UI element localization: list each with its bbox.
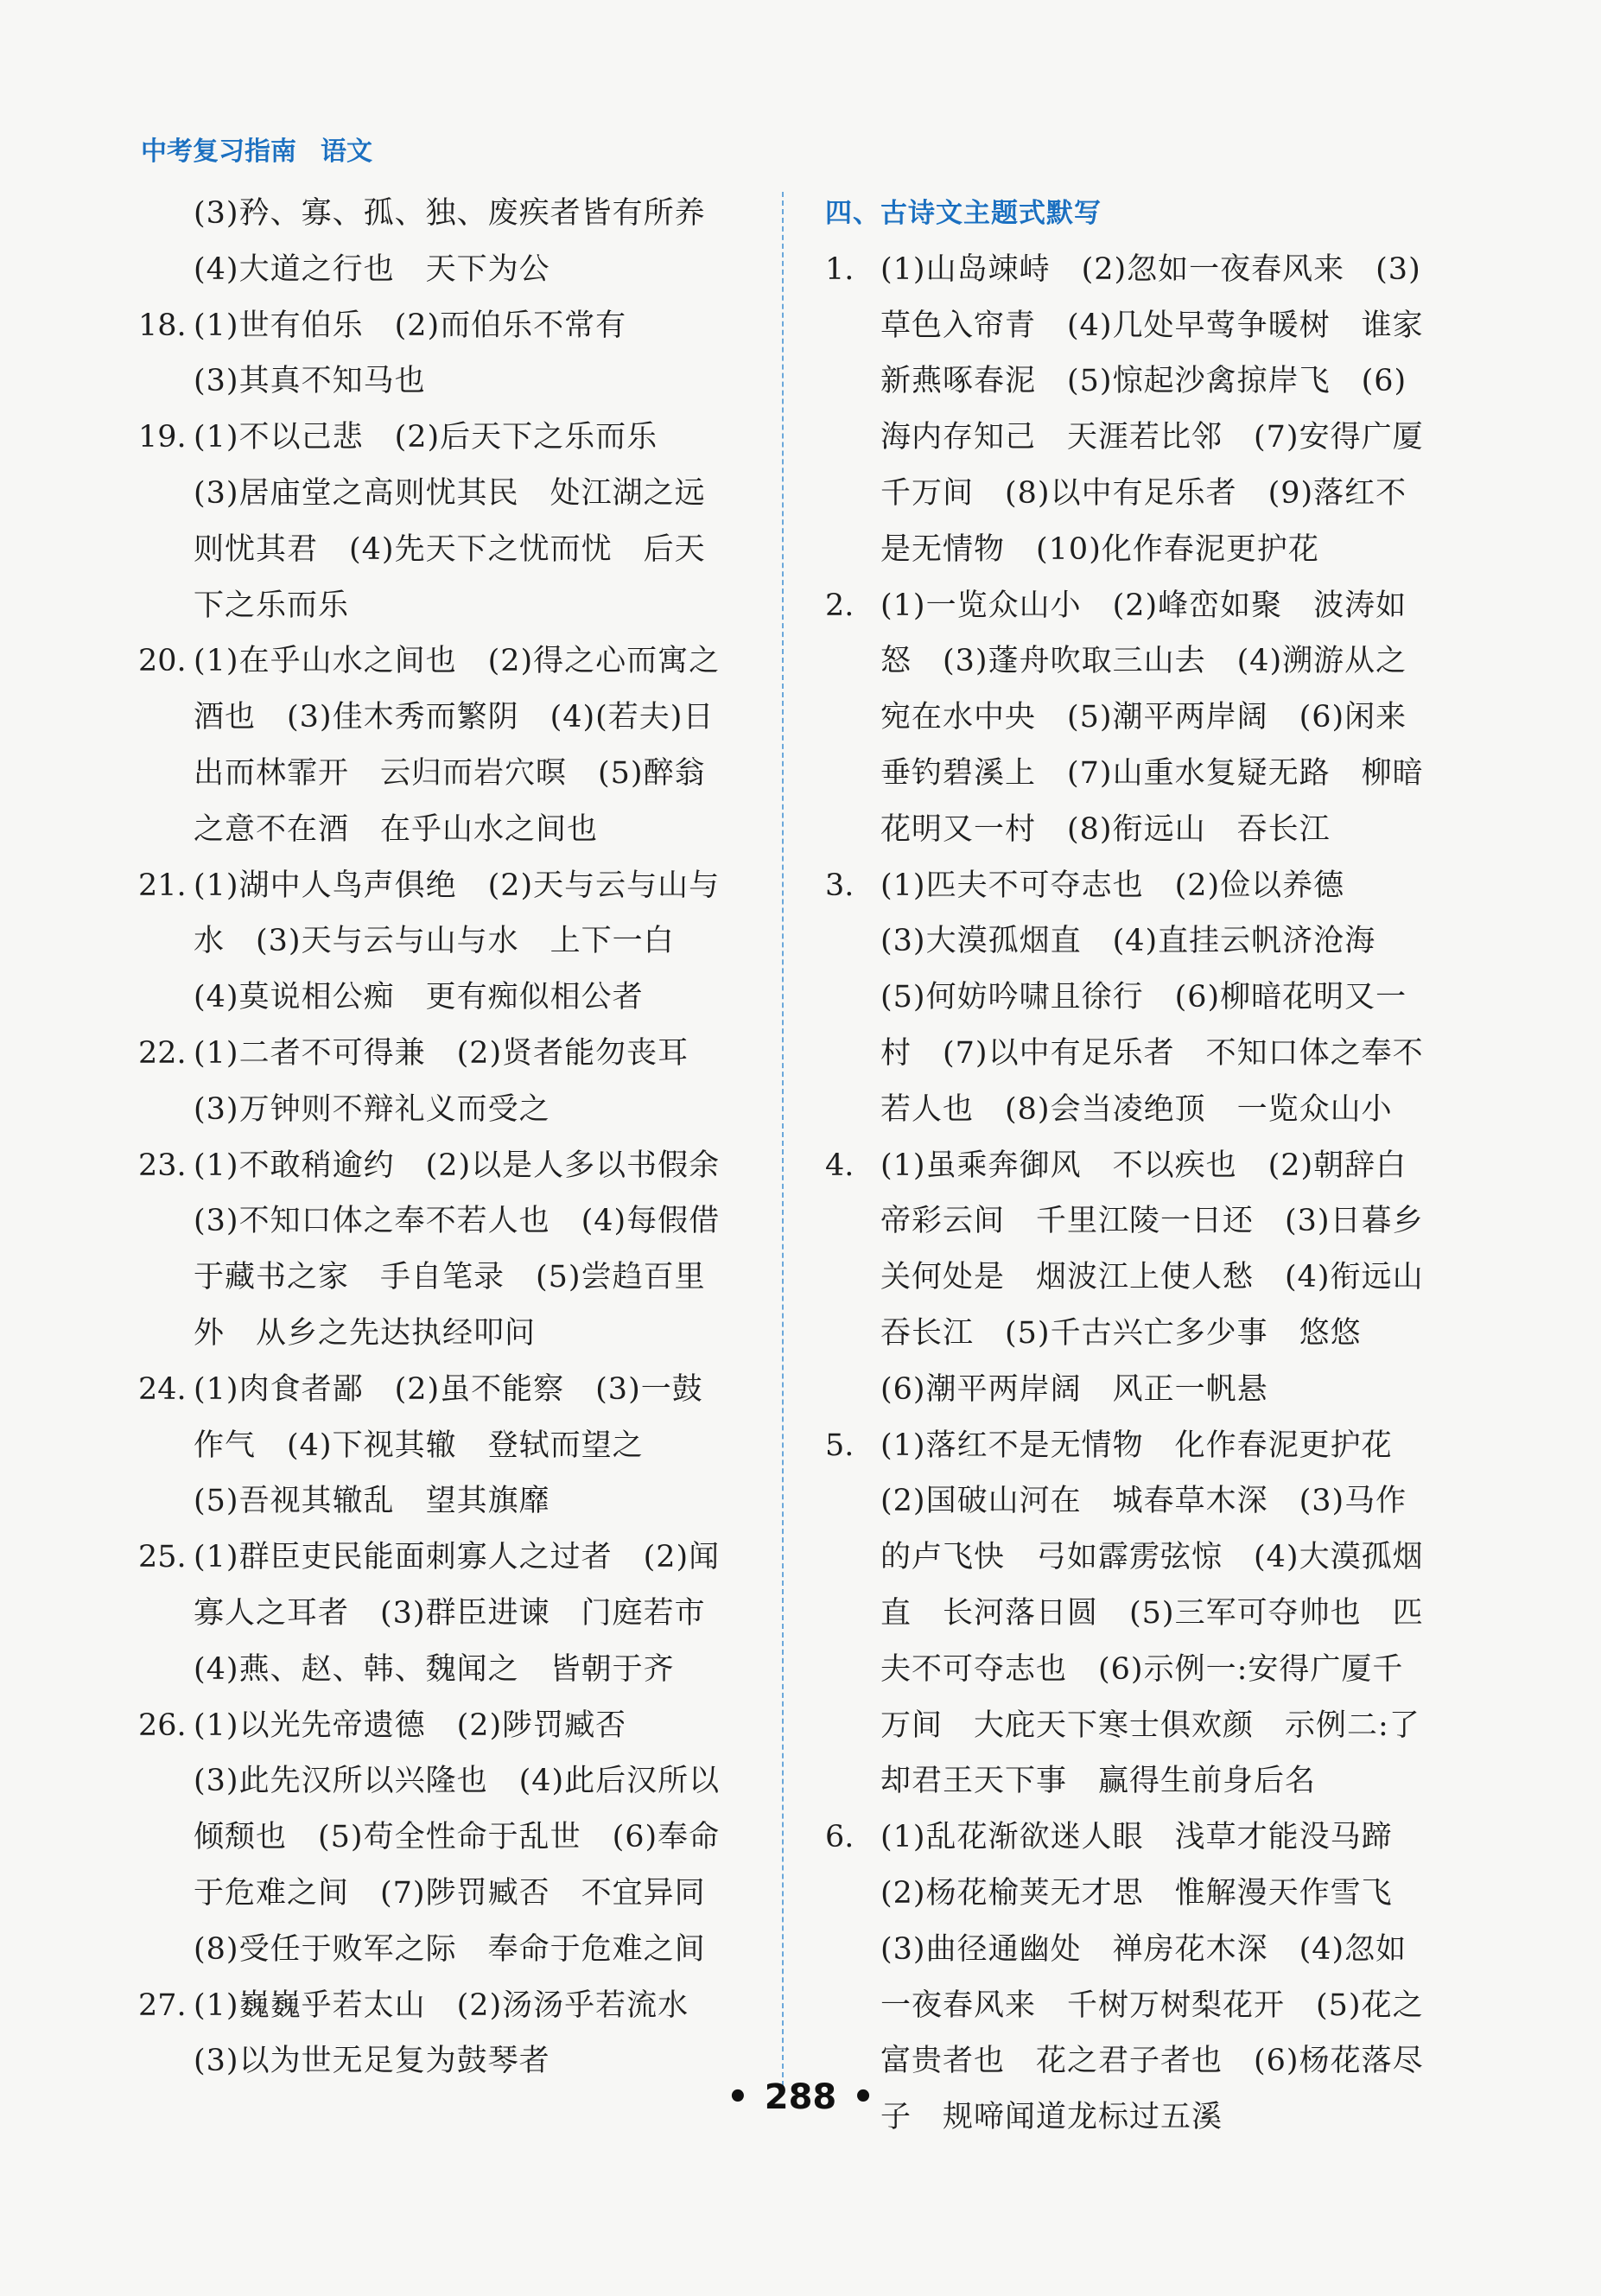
answer-item xyxy=(825,1138,1447,1418)
answer-line: 倾颓也 (5)苟全性命于乱世 (6)奉命 xyxy=(194,1820,721,1855)
answer-line: 帝彩云间 千里江陵一日还 (3)日暮乡 xyxy=(880,1204,1424,1239)
answer-line: (4)莫说相公痴 更有痴似相公者 xyxy=(194,980,644,1015)
page-header xyxy=(141,130,372,168)
answer-line: 怒 (3)蓬舟吹取三山去 (4)溯游从之 xyxy=(880,644,1407,679)
answer-line: 吞长江 (5)千古兴亡多少事 悠悠 xyxy=(880,1315,1362,1351)
answer-line: 则忧其君 (4)先天下之忧而忧 后天 xyxy=(194,531,706,567)
item-number: 5. xyxy=(825,1428,855,1463)
answer-line: 子 规啼闻道龙标过五溪 xyxy=(880,2100,1223,2135)
right-column xyxy=(825,186,1447,2146)
answer-line: (1)世有伯乐 (2)而伯乐不常有 xyxy=(194,308,627,343)
left-column xyxy=(138,186,769,2089)
answer-line: (5)吾视其辙乱 望其旗靡 xyxy=(194,1484,550,1519)
item-number: 19. xyxy=(138,420,187,455)
item-number: 1. xyxy=(825,251,855,287)
column-divider xyxy=(782,192,784,2086)
answer-line: 作气 (4)下视其辙 登轼而望之 xyxy=(194,1428,644,1463)
answer-line: 出而林霏开 云归而岩穴暝 (5)醉翁 xyxy=(194,755,706,791)
answer-line: 关何处是 烟波江上使人愁 (4)衔远山 xyxy=(880,1260,1424,1295)
answer-line: (1)巍巍乎若太山 (2)汤汤乎若流水 xyxy=(194,1988,689,2023)
answer-item xyxy=(825,1418,1447,1810)
answer-line: (4)大道之行也 天下为公 xyxy=(194,251,550,287)
item-number: 25. xyxy=(138,1540,187,1575)
item-number: 24. xyxy=(138,1371,187,1407)
answer-line: 千万间 (8)以中有足乐者 (9)落红不 xyxy=(880,475,1407,511)
subject-label: 语文 xyxy=(321,137,372,167)
answer-item xyxy=(138,1026,769,1138)
answer-line: (3)矜、寡、孤、独、废疾者皆有所养 xyxy=(194,196,706,231)
answer-line: 于危难之间 (7)陟罚臧否 不宜异同 xyxy=(194,1875,706,1911)
answer-item xyxy=(825,578,1447,858)
answer-line: (1)群臣吏民能面刺寡人之过者 (2)闻 xyxy=(194,1540,721,1575)
answer-line: (2)杨花榆荚无才思 惟解漫天作雪飞 xyxy=(880,1875,1393,1911)
answer-line: (1)不敢稍逾约 (2)以是人多以书假余 xyxy=(194,1148,721,1183)
item-number: 3. xyxy=(825,868,855,903)
book-title: 中考复习指南 xyxy=(141,137,296,167)
answer-line: 直 长河落日圆 (5)三军可夺帅也 匹 xyxy=(880,1595,1424,1631)
right-items xyxy=(825,242,1447,2146)
page-footer xyxy=(0,2077,1601,2117)
footer-bullet-left: • xyxy=(727,2077,749,2117)
item-number: 4. xyxy=(825,1148,855,1183)
answer-line: (1)以光先帝遗德 (2)陟罚臧否 xyxy=(194,1708,627,1743)
answer-line: 于藏书之家 手自笔录 (5)尝趋百里 xyxy=(194,1260,706,1295)
answer-line: 寡人之耳者 (3)群臣进谏 门庭若市 xyxy=(194,1595,706,1631)
item-number: 23. xyxy=(138,1148,187,1183)
answer-line: 万间 大庇天下寒士俱欢颜 示例二:了 xyxy=(880,1708,1420,1743)
answer-line: 若人也 (8)会当凌绝顶 一览众山小 xyxy=(880,1091,1393,1127)
item-number: 26. xyxy=(138,1708,187,1743)
item-number: 18. xyxy=(138,308,187,343)
answer-line: (3)万钟则不辩礼义而受之 xyxy=(194,1091,550,1127)
answer-line: 下之乐而乐 xyxy=(194,588,350,623)
item-number: 27. xyxy=(138,1988,187,2023)
answer-line: (3)大漠孤烟直 (4)直挂云帆济沧海 xyxy=(880,924,1376,959)
answer-line: (5)何妨吟啸且徐行 (6)柳暗花明又一 xyxy=(880,980,1407,1015)
section-title: 四、古诗文主题式默写 xyxy=(825,198,1102,229)
answer-line: (1)一览众山小 (2)峰峦如聚 波涛如 xyxy=(880,588,1407,623)
answer-line: (1)不以己悲 (2)后天下之乐而乐 xyxy=(194,420,658,455)
answer-line: (1)湖中人鸟声俱绝 (2)天与云与山与 xyxy=(194,868,721,903)
answer-line: (3)曲径通幽处 禅房花木深 (4)忽如 xyxy=(880,1931,1407,1967)
answer-item xyxy=(138,1698,769,1978)
answer-line: 水 (3)天与云与山与水 上下一白 xyxy=(194,924,675,959)
answer-line: 一夜春风来 千树万树梨花开 (5)花之 xyxy=(880,1988,1424,2023)
item-number: 22. xyxy=(138,1035,187,1071)
answer-item xyxy=(138,1530,769,1697)
item-number: 2. xyxy=(825,588,855,623)
answer-line: 的卢飞快 弓如霹雳弦惊 (4)大漠孤烟 xyxy=(880,1540,1424,1575)
answer-item xyxy=(138,410,769,633)
answer-line: 却君王天下事 赢得生前身后名 xyxy=(880,1764,1317,1799)
answer-line: (1)山岛竦峙 (2)忽如一夜春风来 (3) xyxy=(880,251,1421,287)
answer-line: (3)以为世无足复为鼓琴者 xyxy=(194,2044,550,2079)
answer-line: 酒也 (3)佳木秀而繁阴 (4)(若夫)日 xyxy=(194,700,715,735)
answer-line: 村 (7)以中有足乐者 不知口体之奉不 xyxy=(880,1035,1424,1071)
answer-line: 是无情物 (10)化作春泥更护花 xyxy=(880,531,1319,567)
answer-line: 垂钓碧溪上 (7)山重水复疑无路 柳暗 xyxy=(880,755,1424,791)
answer-line: 夫不可夺志也 (6)示例一:安得广厦千 xyxy=(880,1651,1404,1687)
answer-line: (4)燕、赵、韩、魏闻之 皆朝于齐 xyxy=(194,1651,675,1687)
answer-line: (1)虽乘奔御风 不以疾也 (2)朝辞白 xyxy=(880,1148,1407,1183)
answer-line: (1)落红不是无情物 化作春泥更护花 xyxy=(880,1428,1393,1463)
answer-line: 花明又一村 (8)衔远山 吞长江 xyxy=(880,811,1331,847)
answer-line: (8)受任于败军之际 奉命于危难之间 xyxy=(194,1931,706,1967)
answer-line: 海内存知己 天涯若比邻 (7)安得广厦 xyxy=(880,420,1424,455)
answer-line: (3)居庙堂之高则忧其民 处江湖之远 xyxy=(194,475,706,511)
answer-item xyxy=(138,633,769,857)
item-number: 20. xyxy=(138,644,187,679)
answer-line: (1)二者不可得兼 (2)贤者能勿丧耳 xyxy=(194,1035,689,1071)
answer-line: (3)其真不知马也 xyxy=(194,364,426,399)
answer-line: (3)此先汉所以兴隆也 (4)此后汉所以 xyxy=(194,1764,721,1799)
answer-item xyxy=(825,242,1447,578)
answer-line: (1)肉食者鄙 (2)虽不能察 (3)一鼓 xyxy=(194,1371,703,1407)
answer-item xyxy=(138,858,769,1026)
answer-item xyxy=(138,1138,769,1362)
answer-item xyxy=(138,186,769,298)
answer-line: (6)潮平两岸阔 风正一帆悬 xyxy=(880,1371,1268,1407)
answer-line: 之意不在酒 在乎山水之间也 xyxy=(194,811,599,847)
answer-item xyxy=(138,1362,769,1530)
item-number: 6. xyxy=(825,1820,855,1855)
answer-line: 新燕啄春泥 (5)惊起沙禽掠岸飞 (6) xyxy=(880,364,1407,399)
answer-line: 富贵者也 花之君子者也 (6)杨花落尽 xyxy=(880,2044,1424,2079)
page-number: 288 xyxy=(764,2077,837,2117)
answer-line: (1)在乎山水之间也 (2)得之心而寓之 xyxy=(194,644,721,679)
footer-bullet-right: • xyxy=(852,2077,874,2117)
answer-line: 外 从乡之先达执经叩问 xyxy=(194,1315,537,1351)
answer-item xyxy=(138,298,769,410)
answer-line: 宛在水中央 (5)潮平两岸阔 (6)闲来 xyxy=(880,700,1407,735)
item-number: 21. xyxy=(138,868,187,903)
answer-line: (2)国破山河在 城春草木深 (3)马作 xyxy=(880,1484,1407,1519)
answer-line: 草色入帘青 (4)几处早莺争暖树 谁家 xyxy=(880,308,1424,343)
answer-line: (3)不知口体之奉不若人也 (4)每假借 xyxy=(194,1204,721,1239)
answer-item xyxy=(138,1978,769,2090)
answer-item xyxy=(825,858,1447,1138)
answer-line: (1)匹夫不可夺志也 (2)俭以养德 xyxy=(880,868,1345,903)
answer-line: (1)乱花渐欲迷人眼 浅草才能没马蹄 xyxy=(880,1820,1393,1855)
